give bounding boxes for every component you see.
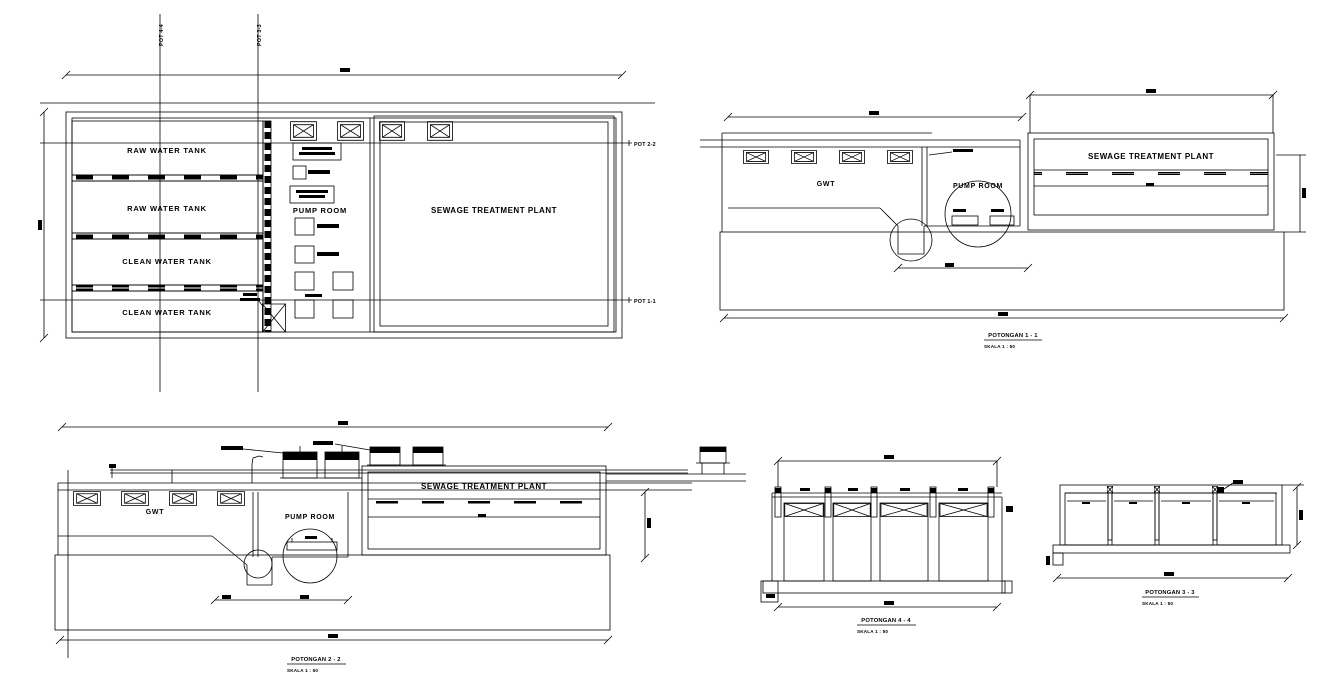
hatch-box xyxy=(840,150,865,163)
hatch-box xyxy=(428,122,453,141)
s2-stp-label: SEWAGE TREATMENT PLANT xyxy=(421,482,547,491)
s2-pump-room-label: PUMP ROOM xyxy=(284,514,336,521)
hatch-box xyxy=(218,492,245,506)
hatch-post xyxy=(1107,486,1113,493)
dim-text-blob xyxy=(1299,510,1303,520)
hatch-box xyxy=(792,150,817,163)
hatch-post xyxy=(1154,486,1160,493)
dim-text-blob xyxy=(1146,89,1156,93)
pump-base xyxy=(952,216,978,225)
section-3-3 xyxy=(1046,480,1304,606)
hatch-box xyxy=(338,122,364,141)
foundation xyxy=(55,555,610,630)
s4-dimensions xyxy=(774,455,1001,611)
dim-text-blob xyxy=(340,68,350,72)
foundation xyxy=(720,232,1284,310)
dim-text-blob xyxy=(300,595,309,599)
plan-tank-label-1: RAW WATER TANK xyxy=(127,146,207,155)
dim-text-blob xyxy=(800,488,810,491)
dim-text-blob xyxy=(869,111,879,115)
plan-tank-label-2: RAW WATER TANK xyxy=(127,204,207,213)
plan-tank-label-4: CLEAN WATER TANK xyxy=(122,308,212,317)
hatch-box xyxy=(122,492,149,506)
s3-linework xyxy=(1046,480,1290,565)
dim-text-blob xyxy=(1164,572,1174,576)
hatch-box xyxy=(74,492,101,506)
s4-linework xyxy=(761,487,1013,602)
s1-gwt-label: GWT xyxy=(816,181,836,188)
section-4-4 xyxy=(761,455,1013,634)
s1-labels xyxy=(817,152,1214,349)
hatch-cell xyxy=(834,503,870,516)
detail-circle-pumps xyxy=(945,181,1011,247)
plan-view xyxy=(38,14,656,392)
dim-text-blob xyxy=(328,634,338,638)
dim-text-blob xyxy=(338,421,348,425)
hatch-box xyxy=(380,122,405,141)
s2-scale: SKALA 1 : 50 xyxy=(287,668,319,673)
dim-text-blob xyxy=(647,518,651,528)
plan-linework xyxy=(40,103,655,338)
dim-text-blob xyxy=(945,263,954,267)
dim-text-blob xyxy=(848,488,858,491)
detail-circle-sump xyxy=(890,219,932,261)
dim-text-blob xyxy=(38,220,42,230)
cut-label-pot-1-1: POT 1-1 xyxy=(634,299,656,305)
dim-text-blob xyxy=(958,488,968,491)
plan-cut-lines xyxy=(40,14,632,392)
dim-text-blob xyxy=(884,601,894,605)
hatch-cell xyxy=(940,503,987,516)
cut-label-pot-2-2: POT 2-2 xyxy=(634,142,656,148)
dim-text-blob xyxy=(766,594,775,598)
s3-dimensions xyxy=(1053,483,1304,582)
s1-pump-room-label: PUMP ROOM xyxy=(952,183,1004,190)
plan-pump-room-label: PUMP ROOM xyxy=(292,206,348,215)
hatch-cell xyxy=(785,503,823,516)
s1-stp-label: SEWAGE TREATMENT PLANT xyxy=(1088,152,1214,161)
s4-labels xyxy=(857,618,916,634)
dim-text-blob xyxy=(1302,188,1306,198)
s2-linework xyxy=(55,441,746,658)
dim-text-blob xyxy=(884,455,894,459)
hatch-box xyxy=(291,122,317,141)
pump-base xyxy=(287,542,337,550)
s2-gwt-label: GWT xyxy=(145,509,165,516)
dim-text-blob xyxy=(1006,506,1013,512)
s4-scale: SKALA 1 : 50 xyxy=(857,629,889,634)
hatch-box xyxy=(170,492,197,506)
base-slab xyxy=(763,581,1005,593)
dim-text-blob xyxy=(222,595,231,599)
s3-title: POTONGAN 3 - 3 xyxy=(1145,590,1195,596)
plan-tank-label-3: CLEAN WATER TANK xyxy=(122,257,212,266)
hatch-box xyxy=(888,150,913,163)
cut-label-pot-4-4: POT 4-4 xyxy=(159,24,165,46)
section-1-1 xyxy=(700,89,1306,349)
plan-stp-label: SEWAGE TREATMENT PLANT xyxy=(431,206,557,215)
hatch-box xyxy=(744,150,769,163)
s2-labels xyxy=(146,482,547,673)
s3-scale: SKALA 1 : 50 xyxy=(1142,601,1174,606)
s4-title: POTONGAN 4 - 4 xyxy=(861,618,911,624)
plan-labels xyxy=(122,24,656,317)
cut-label-pot-3-3: POT 3-3 xyxy=(257,24,263,46)
base-slab xyxy=(1053,545,1290,553)
section-2-2 xyxy=(55,421,746,673)
dim-text-blob xyxy=(998,312,1008,316)
s1-title: POTONGAN 1 - 1 xyxy=(988,333,1038,339)
s1-dimensions xyxy=(720,89,1306,322)
dim-text-blob xyxy=(900,488,910,491)
hatch-cell xyxy=(881,503,927,516)
dim-text-blob xyxy=(1046,556,1050,565)
s2-title: POTONGAN 2 - 2 xyxy=(291,657,341,663)
s3-labels xyxy=(1142,590,1199,606)
s1-scale: SKALA 1 : 50 xyxy=(984,344,1016,349)
